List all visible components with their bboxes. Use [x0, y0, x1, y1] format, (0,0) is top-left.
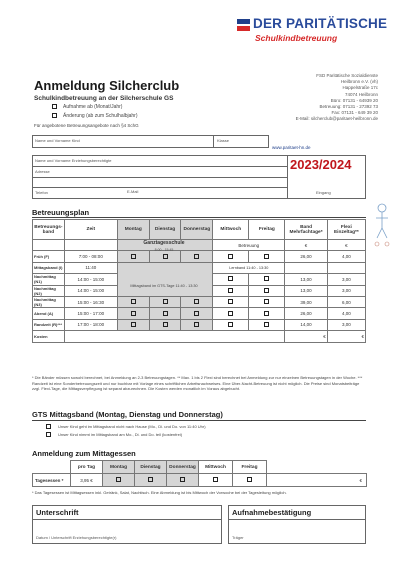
email-field[interactable]: E-Mail — [127, 189, 139, 194]
signature-box[interactable]: Unterschrift Datum / Unterschrift Erziehungsberechtigte(r) — [32, 505, 222, 544]
mittagessen-footnote: * Das Tagesessen ist Mittagsessen inkl. Getränk, Salat, Nachtisch. Eine Abmeldung ist bis Mittwoch der Vorwoche bei der Tagesleitung möglich. — [32, 490, 287, 495]
ganztag-times: 8:00 - 15:45 — [154, 248, 174, 252]
confirmation-box[interactable]: Aufnahmebestätigung Träger — [228, 505, 366, 544]
ganztag-label: Ganztagesschule — [143, 240, 185, 246]
checkbox[interactable] — [228, 254, 233, 259]
address-block — [248, 73, 378, 123]
checkbox[interactable] — [116, 477, 121, 482]
checkbox[interactable] — [264, 288, 269, 293]
checkbox[interactable] — [264, 311, 269, 316]
logo-main-text: DER PARITÄTISCHE — [253, 16, 388, 31]
table-row: Früh (F) 7:00 - 08:00 26,00 4,00 — [33, 251, 366, 262]
table-row: Abend (A) 15:00 - 17:00 26,00 4,00 — [33, 308, 366, 319]
checkbox[interactable] — [264, 276, 269, 281]
mittagessen-table — [32, 460, 367, 487]
checkbox[interactable] — [163, 299, 168, 304]
checkbox[interactable] — [264, 254, 269, 259]
address-line: Betreuung: 07131 - 27392 73 — [319, 104, 378, 110]
table-row: Nachmittag (N2) 14:00 - 15:00 13,00 3,00 — [33, 285, 366, 296]
logo-mark-icon — [237, 19, 250, 32]
checkbox[interactable] — [163, 322, 168, 327]
checkbox[interactable] — [131, 322, 136, 327]
checkbox[interactable] — [163, 311, 168, 316]
option-aenderung[interactable]: Änderung (ab zum Schulhalbjahr) — [52, 113, 138, 119]
checkbox[interactable] — [180, 477, 185, 482]
checkbox[interactable] — [264, 322, 269, 327]
parent-name-field[interactable]: Name und Vorname Erziehungsberechtigte — [33, 156, 287, 167]
address-line: Happelstraße 17c — [342, 85, 378, 91]
table-row: Betreuung € € — [33, 240, 366, 251]
school-year: 2023/2024 — [290, 157, 352, 172]
checkbox[interactable] — [52, 113, 57, 118]
address-line: 74074 Heilbronn — [344, 91, 378, 97]
checkbox[interactable] — [194, 299, 199, 304]
meal-header: pro Tag Montag Dienstag Donnerstag Mittwoch Freitag — [33, 461, 367, 474]
checkbox[interactable] — [46, 424, 51, 429]
note-text: Für angebotene Betreuungsangebote nach §4 SchG — [34, 123, 139, 128]
address-line: Heilbronn e.V. (vh) — [340, 79, 378, 85]
table-row: Nachmittag (N3) 15:00 - 16:30 39,00 6,00 — [33, 296, 366, 307]
child-name-field[interactable]: Name und Vorname Kind Klasse — [32, 135, 269, 148]
checkbox[interactable] — [131, 254, 136, 259]
page-title: Anmeldung Silcherclub — [34, 78, 180, 93]
checkbox[interactable] — [194, 254, 199, 259]
checkbox[interactable] — [228, 311, 233, 316]
meal-row: Tagesessen * 3,95 € € — [33, 474, 367, 487]
paritaetische-logo — [237, 16, 388, 52]
page-subtitle: Schulkindbetreuung an der Silcherschule GS — [34, 95, 174, 102]
mittagsband-label: Mittagsband im GTS-Tage 11:40 - 13:30 — [130, 284, 198, 288]
checkbox[interactable] — [194, 311, 199, 316]
gts-option-2[interactable]: Unser Kind nimmt im Mittagsband am Mo., Di. und Do. teil (kostenfrei) — [46, 432, 182, 437]
checkbox[interactable] — [228, 288, 233, 293]
checkbox[interactable] — [131, 299, 136, 304]
betreuungsplan-table — [32, 219, 366, 343]
address-line: Fax: 07131 - 649 39 20 — [331, 110, 378, 116]
table-row: Nachmittag (N1) 14:00 - 15:00 13,00 3,00 — [33, 274, 366, 285]
year-caption: Eingang — [316, 190, 331, 195]
section-title-gts: GTS Mittagsband (Montag, Dienstag und Donnerstag) — [32, 410, 223, 419]
betreuungsplan-footnote: * Die Bänder müssen sowohl berechnet, bei Anmeldung an 2-3 Betreuungstagen. ** Max. 1 bis 2 Flexi sind berechnet bei Anmeldung zur nur einzelnen Betreuungstagen in der Woche. *** Randzeit ist eine Sonderbetreuungszeit und nur buchbar mit Vorlage eines schriftlichen Arbeitsnachweises. Eine Über-Nacht-Betreuung ist nicht möglich. Die Preise sind Monatsbeiträge zzgl. Flexi-Tage, die Mittagsverpflegung ist separat abzurechnen. Die Kosten werden monatlich im Voraus abgebucht. — [32, 375, 363, 392]
section-title-mittagessen: Anmeldung zum Mittagessen — [32, 449, 136, 458]
section-title-betreuungsplan: Betreuungsplan — [32, 208, 90, 217]
checkbox[interactable] — [247, 477, 252, 482]
checkbox[interactable] — [228, 276, 233, 281]
checkbox[interactable] — [52, 104, 57, 109]
checkbox[interactable] — [228, 299, 233, 304]
checkbox[interactable] — [46, 432, 51, 437]
checkbox[interactable] — [194, 322, 199, 327]
checkbox[interactable] — [213, 477, 218, 482]
website-url[interactable]: www.paritaet-hn.de — [272, 145, 311, 150]
child-drawing-icon — [371, 200, 393, 250]
table-row: Randzeit (R)*** 17:00 - 18:00 14,00 3,00 — [33, 319, 366, 330]
address-line: E-Mail: silcherclub@paritaet-heilbronn.de — [295, 116, 378, 122]
phone-field[interactable]: Telefon — [33, 187, 287, 198]
table-row: Mittagsband (I) 11:40 Lernband 11:40 - 13:30 — [33, 262, 366, 273]
option-aufnahme[interactable]: Aufnahme ab (Monat/Jahr) — [52, 104, 122, 110]
table-header: Betreuungs-band Zeit Montag Dienstag Donnerstag Mittwoch Freitag Band Mehrfachtage* Flexi Einzeltag** — [33, 220, 366, 240]
address-line: Büro: 07131 - 64939 20 — [330, 97, 378, 103]
total-row: Kosten € € — [33, 331, 366, 342]
address-field[interactable]: Adresse — [33, 167, 287, 178]
checkbox[interactable] — [264, 299, 269, 304]
checkbox[interactable] — [163, 254, 168, 259]
logo-sub-text: Schulkindbetreuung — [255, 33, 338, 43]
checkbox[interactable] — [228, 322, 233, 327]
checkbox[interactable] — [148, 477, 153, 482]
gts-option-1[interactable]: Unser Kind geht im Mittagsband nicht nach Hause (Mo., Di. und Do. von 11:40 Uhr) — [46, 424, 206, 429]
checkbox[interactable] — [131, 311, 136, 316]
address-line: FSD Paritätische Sozialdienste — [316, 73, 378, 78]
